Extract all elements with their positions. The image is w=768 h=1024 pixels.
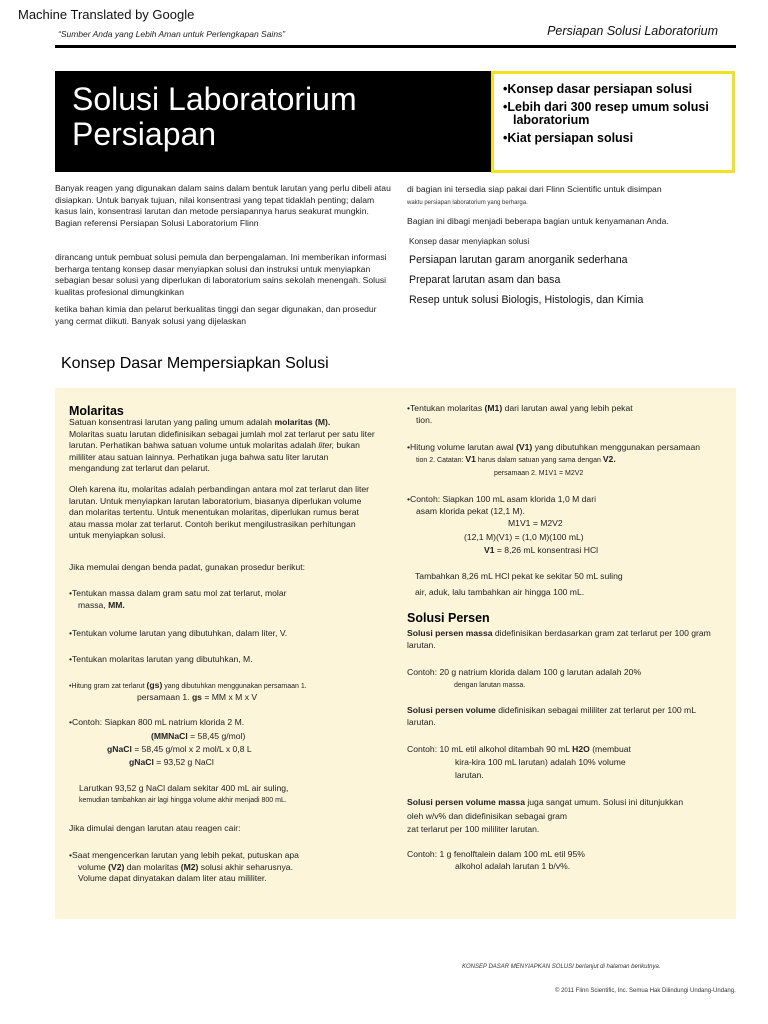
text-run: bukan mililiter atau satuan lainnya. Perhatikan juga bahwa satu liter larutan mengandung zat terlarut dan pelarut. [69,440,360,474]
solid-intro: Jika memulai dengan benda padat, gunakan prosedur berikut: [69,562,306,572]
intro-right-p1: di bagian ini tersedia siap pakai dari Flinn Scientific untuk disimpan [407,184,662,194]
text-run: gNaCl [107,744,132,754]
text-run: (M2) [180,861,199,872]
volume-percent-definition [407,705,719,728]
text-run: (M1) [484,403,503,413]
volume-percent-example-3: larutan. [455,770,484,780]
text-run: juga sangat umum. Solusi ini ditunjukkan [524,797,684,807]
bullet-item [407,442,700,466]
text-run: molaritas (M). [274,417,331,427]
text-run: •Hitung volume larutan awal [407,442,517,452]
bullet-item [407,403,633,426]
text-run: Solusi persen volume massa [407,797,525,807]
volume-percent-example [407,744,631,756]
text-run: gs [191,692,202,702]
text-run: asam klorida pekat (12,1 M). [416,505,525,516]
intro-list-item: Preparat larutan asam dan basa [409,274,561,286]
equation-2: persamaan 2. M1V1 = M2V2 [494,470,584,477]
persen-heading: Solusi Persen [407,611,490,625]
text-run: didefinisikan sebagai mililiter zat terlarut per 100 mL larutan. [407,705,696,727]
mass-volume-percent-example: Contoh: 1 g fenolftalein dalam 100 mL etil 95% [407,849,585,859]
highlight-item: •Konsep dasar persiapan solusi [503,82,693,96]
text-run: •Tentukan massa dalam gram satu mol zat terlarut, molar [69,588,287,598]
text-run: (V2) [108,861,125,872]
mass-percent-example: Contoh: 20 g natrium klorida dalam 100 g larutan adalah 20% [407,667,642,677]
mass-volume-percent-example-2: alkohol adalah larutan 1 b/v%. [455,861,571,871]
intro-list-item: Resep untuk solusi Biologis, Histologis, dan Kimia [409,294,644,306]
text-run: Volume dapat dinyatakan dalam liter atau mililiter. [78,873,267,884]
text-run: Solusi persen massa [407,628,493,638]
highlight-item: •Kiat persiapan solusi [503,131,634,145]
intro-paragraph-3: ketika bahan kimia dan pelarut berkualitas tinggi dan segar digunakan, dan prosedur yang cermat diikuti. Banyak solusi yang dijelaskan [55,304,377,326]
text-run: (MMNaCl [151,731,188,741]
example-1: •Contoh: Siapkan 800 mL natrium klorida 2 M. [69,717,245,727]
text-run: oleh w/v% dan didefinisikan sebagai gram [407,810,568,821]
highlights-box [491,71,735,173]
example-2-line [484,545,598,557]
text-run: V1 [484,545,495,555]
text-run: •Tentukan molaritas [407,403,485,413]
text-run: air, aduk, lalu tambahkan air hingga 100 mL. [415,586,585,597]
text-run: yang dibutuhkan menggunakan persamaan 1. [162,683,307,690]
header-rule [55,45,736,48]
example-1-line [151,731,245,743]
equation-1 [137,692,257,704]
text-run: MM. [108,599,125,610]
page-title-line1: Solusi Laboratorium [72,81,357,117]
text-run: V1 [465,453,476,464]
bullet-item: •Tentukan volume larutan yang dibutuhkan, dalam liter, V. [69,628,288,638]
text-run: volume [78,861,109,872]
text-run: (V1) [516,442,533,452]
intro-right-p2: Bagian ini dibagi menjadi beberapa bagian untuk kenyamanan Anda. [407,216,669,226]
text-run: Satuan konsentrasi larutan yang paling umum adalah [69,417,275,427]
bullet-item [69,680,307,690]
molaritas-paragraph-2: Oleh karena itu, molaritas adalah perbandingan antara mol zat terlarut dan liter larutan. Untuk menyiapkan larutan laboratorium, biasanya diperlukan volume dan molaritas tertentu. Untuk menentukan molaritas, diperlukan rumus berat atau massa molar zat terlarut. Contoh berikut mengilustrasikan perhitungan untuk menyiapkan solusi. [69,484,370,541]
text-run: persamaan 1. [137,692,192,702]
machine-translated-label: Machine Translated by Google [18,7,195,22]
text-run: •Contoh: Siapkan 100 mL asam klorida 1,0 M dari [407,494,596,504]
example-2-line: (12,1 M)(V1) = (1,0 M)(100 mL) [464,532,584,542]
text-run: gNaCl [129,757,154,767]
liquid-intro: Jika dimulai dengan larutan atau reagen cair: [69,823,241,833]
text-run: •Saat mengencerkan larutan yang lebih pekat, putuskan apa [69,850,299,860]
tagline: “Sumber Anda yang Lebih Aman untuk Perlengkapan Sains” [58,29,286,39]
text-run: H2O [572,744,590,754]
example-1-line [129,757,214,769]
running-title: Persiapan Solusi Laboratorium [547,24,718,38]
bullet-item [69,588,286,611]
text-run: V2. [602,453,616,464]
text-run: harus dalam satuan yang sama dengan [475,456,603,464]
text-run: didefinisikan berdasarkan gram zat terlarut per 100 gram larutan. [407,628,711,650]
text-run: = 8,26 mL konsentrasi HCl [494,545,599,555]
text-run: dari larutan awal yang lebih pekat [502,403,633,413]
highlight-item: •Lebih dari 300 resep umum solusi laboratorium [503,100,709,127]
intro-list-item: Konsep dasar menyiapkan solusi [409,237,530,246]
volume-percent-example-2: kira-kira 100 mL larutan) adalah 10% volume [455,757,626,767]
text-run: massa, [78,599,109,610]
dissolve-instruction-2: kemudian tambahkan air lagi hingga volume akhir menjadi 800 mL. [79,797,287,804]
text-run: Tambahkan 8,26 mL HCl pekat ke sekitar 50 mL suling [415,571,623,581]
text-run: Molaritas suatu larutan didefinisikan sebagai jumlah mol zat terlarut per satu liter larutan. Perhatikan bahwa satuan volume untuk molaritas adalah [69,428,375,451]
text-run: liter, [318,440,335,451]
text-run: = 58,45 g/mol x 2 mol/L x 0,8 L [131,744,252,754]
intro-list-item: Persiapan larutan garam anorganik sederhana [409,254,628,266]
continued-note: KONSEP DASAR MENYIAPKAN SOLUSI berlanjut di halaman berikutnya. [462,964,661,970]
text-run: tion. [416,414,433,425]
text-run: Solusi persen volume [407,705,496,715]
bullet-item [69,850,299,885]
text-run: solusi akhir seharusnya. [198,861,293,872]
intro-paragraph-2: dirancang untuk pembuat solusi pemula dan berpengalaman. Ini memberikan informasi berharga tentang konsep dasar menyiapkan solusi dan instruksi untuk menyiapkan sebagian besar solusi yang diperlukan di laboratorium sains sekolah menengah. Solusi kualitas profesional dimungkinkan [55,252,387,297]
text-run: zat terlarut per 100 mililiter larutan. [407,824,540,835]
molaritas-heading: Molaritas [69,404,124,418]
text-run: = 58,45 g/mol) [187,731,246,741]
example-1-line [107,744,252,756]
molaritas-definition [69,417,375,475]
page-title [72,82,357,152]
example-2-line: M1V1 = M2V2 [508,518,563,528]
mass-percent-definition [407,628,719,651]
text-run: Contoh: 10 mL etil alkohol ditambah 90 mL [407,744,573,754]
text-run: (gs) [146,680,163,690]
intro-right-p1b: waktu persiapan laboratorium yang berharga. [407,200,528,206]
text-run: dan molaritas [124,861,181,872]
text-run: = 93,52 g NaCl [153,757,214,767]
text-run: •Hitung gram zat terlarut [69,683,147,690]
page-title-line2: Persiapan [72,116,217,152]
intro-paragraph-1: Banyak reagen yang digunakan dalam sains dalam bentuk larutan yang perlu dibeli atau disiapkan. Untuk banyak tujuan, nilai konsentrasi yang tepat tidaklah penting; dalam kasus lain, konsentrasi larutan dan metode persiapannya harus seakurat mungkin. Bagian referensi Persiapan Solusi Laboratorium Flinn [55,183,391,228]
text-run: yang dibutuhkan menggunakan persamaan [532,442,701,452]
text-run: = MM x M x V [201,692,258,702]
example-2 [407,494,596,517]
bullet-item: •Tentukan molaritas larutan yang dibutuhkan, M. [69,654,253,664]
mass-volume-percent-definition [407,797,683,836]
section-title: Konsep Dasar Mempersiapkan Solusi [61,355,329,372]
mass-percent-example-2: dengan larutan massa. [454,682,526,689]
text-run: tion 2. Catatan: [416,456,466,464]
add-instruction [415,571,623,598]
copyright: © 2011 Flinn Scientific, Inc. Semua Hak Dilindungi Undang-Undang. [555,988,736,994]
text-run: (membuat [589,744,631,754]
dissolve-instruction: Larutkan 93,52 g NaCl dalam sekitar 400 mL air suling, [79,783,289,793]
